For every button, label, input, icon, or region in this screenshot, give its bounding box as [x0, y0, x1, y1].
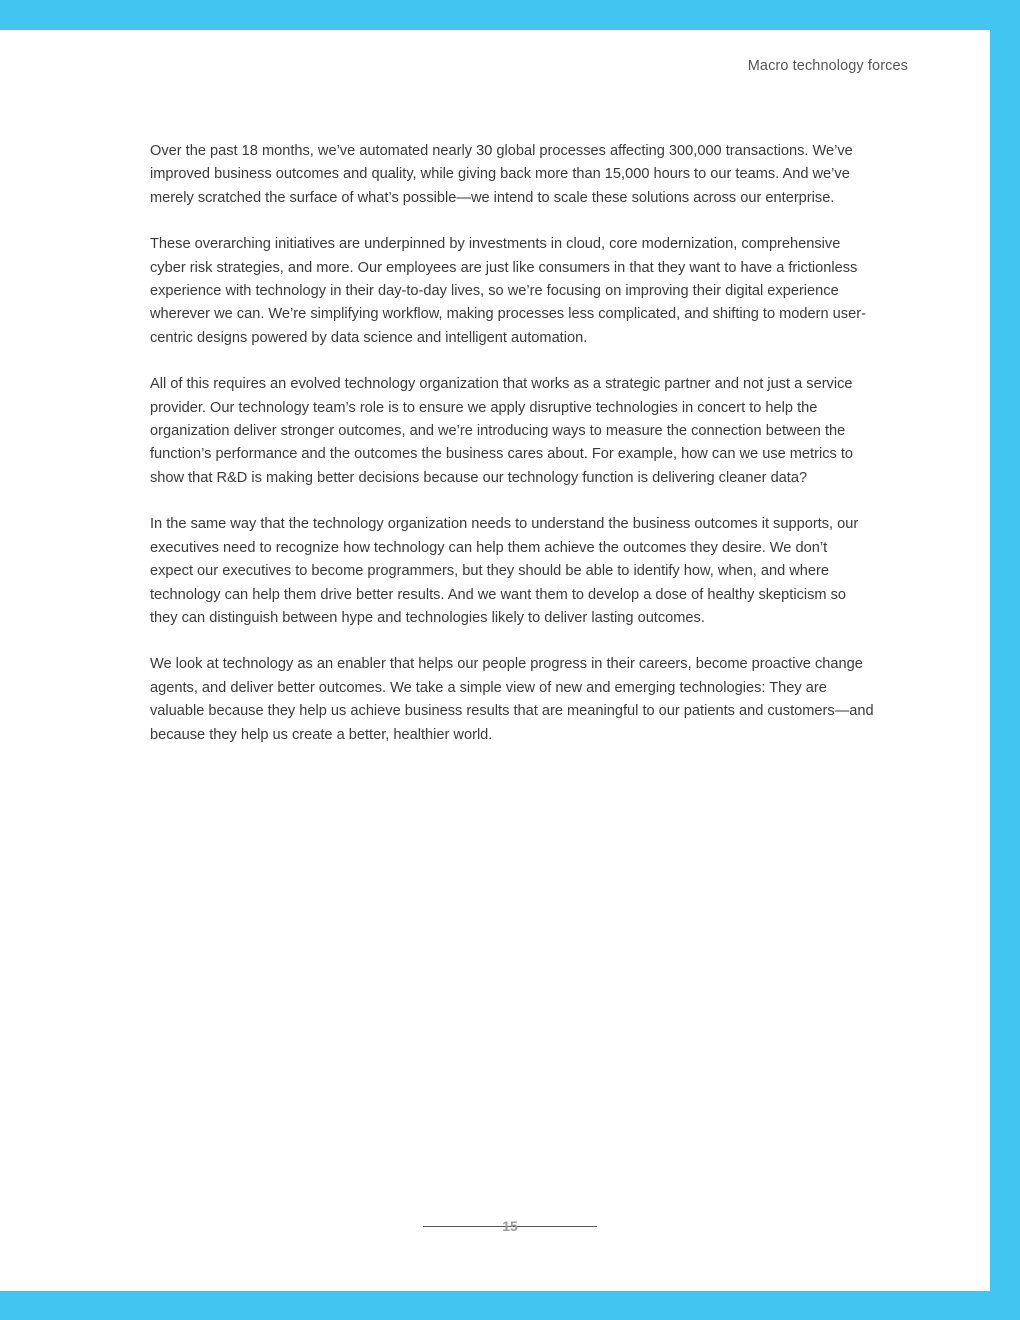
- paragraph-1: Over the past 18 months, we’ve automated nearly 30 global processes affecting 300,000 transactions. We’ve improved business outcomes and quality, while giving back more than 15,000 hours to our teams. And we’ve merely scratched the surface of what’s possible—we intend to scale these solutions across our enterprise.: [150, 143, 853, 206]
- paragraph-3: All of this requires an evolved technology organization that works as a strategic partner and not just a service provider. Our technology team’s role is to ensure we apply disruptive technologies in concert to help the organization deliver stronger outcomes, and we’re introducing ways to measure the connection between the function’s performance and the outcomes the business cares about. For example, how can we use metrics to show that R&D is making better decisions because our technology function is delivering cleaner data?: [150, 376, 854, 486]
- paragraph-4: In the same way that the technology organization needs to understand the business outcomes it supports, our executives need to recognize how technology can help them achieve the outcomes they desire. We don’t expect our executives to become programmers, but they should be able to identify how, when, and where technology can help them drive better results. And we want them to develop a dose of healthy skepticism so they can distinguish between hype and technologies likely to deliver lasting outcomes.: [150, 516, 859, 626]
- paragraph-5: We look at technology as an enabler that helps our people progress in their careers, become proactive change agents, and deliver better outcomes. We take a simple view of new and emerging technologies: They are valuable because they help us achieve business results that are meaningful to our patients and customers—and because they help us create a better, healthier world.: [150, 656, 874, 743]
- page-number: 15: [502, 1218, 518, 1234]
- running-header: Macro technology forces: [747, 58, 908, 74]
- paragraph-2: These overarching initiatives are underpinned by investments in cloud, core modernization, comprehensive cyber risk strategies, and more. Our employees are just like consumers in that they want to have a frictionless experience with technology in their day-to-day lives, so we’re focusing on improving their digital experience wherever we can. We’re simplifying workflow, making processes less complicated, and shifting to modern user-centric designs powered by data science and intelligent automation.: [150, 236, 866, 346]
- body-text: [150, 140, 874, 770]
- document-page: [0, 30, 990, 1291]
